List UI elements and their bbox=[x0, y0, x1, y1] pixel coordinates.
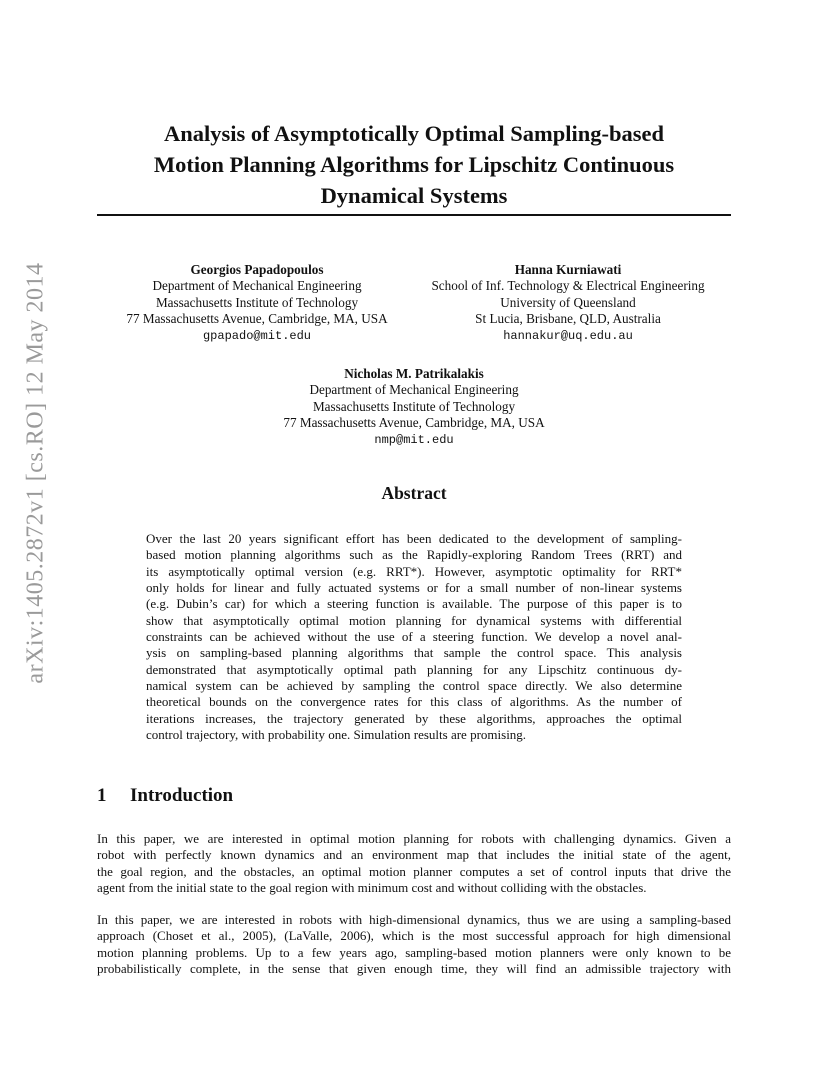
paragraph-line: the goal region, and the obstacles, an optimal motion planner computes a set of control inputs that drive the bbox=[97, 863, 731, 879]
abstract-line: ysis on sampling-based planning algorithms that sample the control space. This analysis bbox=[146, 645, 682, 661]
section-number: 1 bbox=[97, 785, 107, 806]
paragraph-line: approach (Choset et al., 2005), (LaValle, 2006), which is the most successful approach for high dimensional bbox=[97, 928, 731, 944]
abstract-line: its asymptotically optimal version (e.g. RRT*). However, asymptotic optimality for RRT* bbox=[146, 563, 682, 579]
paragraph-line: motion planning problems. Up to a few years ago, sampling-based motion planners were only known to be bbox=[97, 944, 731, 960]
abstract-line: (e.g. Dubin’s car) for which a steering function is available. The purpose of this paper is to bbox=[146, 596, 682, 612]
author-block-kurniawati bbox=[410, 262, 726, 344]
abstract-line: show that asymptotically optimal motion planning for dynamical systems with differential bbox=[146, 612, 682, 628]
author-affiliation-line: School of Inf. Technology & Electrical Engineering bbox=[431, 278, 705, 294]
author-email: nmp@mit.edu bbox=[374, 432, 454, 447]
title-line: Motion Planning Algorithms for Lipschitz Continuous bbox=[153, 152, 675, 177]
section-heading-introduction bbox=[97, 785, 233, 807]
author-affiliation-line: Department of Mechanical Engineering bbox=[309, 382, 519, 398]
author-name: Nicholas M. Patrikalakis bbox=[344, 366, 484, 381]
paragraph-line: probabilistically complete, in the sense that given enough time, they will find an admissible trajectory with bbox=[97, 961, 731, 977]
abstract-line: based motion planning algorithms such as the Rapidly-exploring Random Trees (RRT) and bbox=[146, 547, 682, 563]
author-affiliation-line: Department of Mechanical Engineering bbox=[152, 278, 362, 294]
abstract-line: iterations increases, the trajectory generated by these algorithms, approaches the optimal bbox=[146, 710, 682, 726]
paragraph-line: In this paper, we are interested in optimal motion planning for robots with challenging dynamics. Given a bbox=[97, 831, 731, 846]
title-line: Dynamical Systems bbox=[320, 183, 508, 208]
author-affiliation-line: St Lucia, Brisbane, QLD, Australia bbox=[475, 311, 661, 327]
paragraph-line: agent from the initial state to the goal region with minimum cost and without colliding with the obstacles. bbox=[97, 880, 647, 896]
author-affiliation-line: Massachusetts Institute of Technology bbox=[155, 294, 359, 310]
arxiv-identifier-stamp: arXiv:1405.2872v1 [cs.RO] 12 May 2014 bbox=[22, 262, 49, 684]
body-paragraph bbox=[97, 912, 731, 978]
author-email: gpapado@mit.edu bbox=[202, 328, 312, 343]
paragraph-line: In this paper, we are interested in robots with high-dimensional dynamics, thus we are using a sampling-based bbox=[97, 912, 731, 927]
author-name: Georgios Papadopoulos bbox=[190, 262, 324, 277]
abstract-line: namical system can be achieved by sampling the control space directly. We also determine bbox=[146, 678, 682, 694]
abstract-line: Over the last 20 years significant effort has been dedicated to the development of sampling- bbox=[146, 531, 682, 546]
section-title: Introduction bbox=[130, 785, 234, 806]
title-rule bbox=[97, 214, 731, 216]
paragraph-line: robot with perfectly known dynamics and an environment map that includes the initial state of the agent, bbox=[97, 847, 731, 863]
author-affiliation-line: University of Queensland bbox=[500, 294, 636, 310]
abstract-heading: Abstract bbox=[381, 483, 447, 503]
author-email: hannakur@uq.edu.au bbox=[503, 328, 633, 343]
author-affiliation-line: Massachusetts Institute of Technology bbox=[312, 398, 516, 414]
abstract-line: control trajectory, with probability one. Simulation results are promising. bbox=[146, 727, 527, 743]
author-affiliation-line: 77 Massachusetts Avenue, Cambridge, MA, USA bbox=[126, 311, 388, 327]
body-paragraph bbox=[97, 831, 731, 897]
author-affiliation-line: 77 Massachusetts Avenue, Cambridge, MA, USA bbox=[283, 415, 545, 431]
author-block-patrikalakis bbox=[214, 366, 614, 448]
author-name: Hanna Kurniawati bbox=[514, 262, 622, 277]
abstract-line: only holds for linear and fully actuated systems or for a small number of non-linear systems bbox=[146, 580, 682, 596]
abstract-line: demonstrated that asymptotically optimal path planning for any Lipschitz continuous dy- bbox=[146, 661, 682, 677]
abstract-body bbox=[146, 531, 682, 743]
paper-title bbox=[97, 118, 731, 211]
abstract-line: constraints can be achieved without the use of a steering function. We develop a novel anal- bbox=[146, 629, 682, 645]
abstract-line: theoretical bounds on the convergence rates for this class of algorithms. As the number of bbox=[146, 694, 682, 710]
author-block-papadopoulos bbox=[98, 262, 416, 344]
title-line: Analysis of Asymptotically Optimal Sampling-based bbox=[163, 121, 665, 146]
